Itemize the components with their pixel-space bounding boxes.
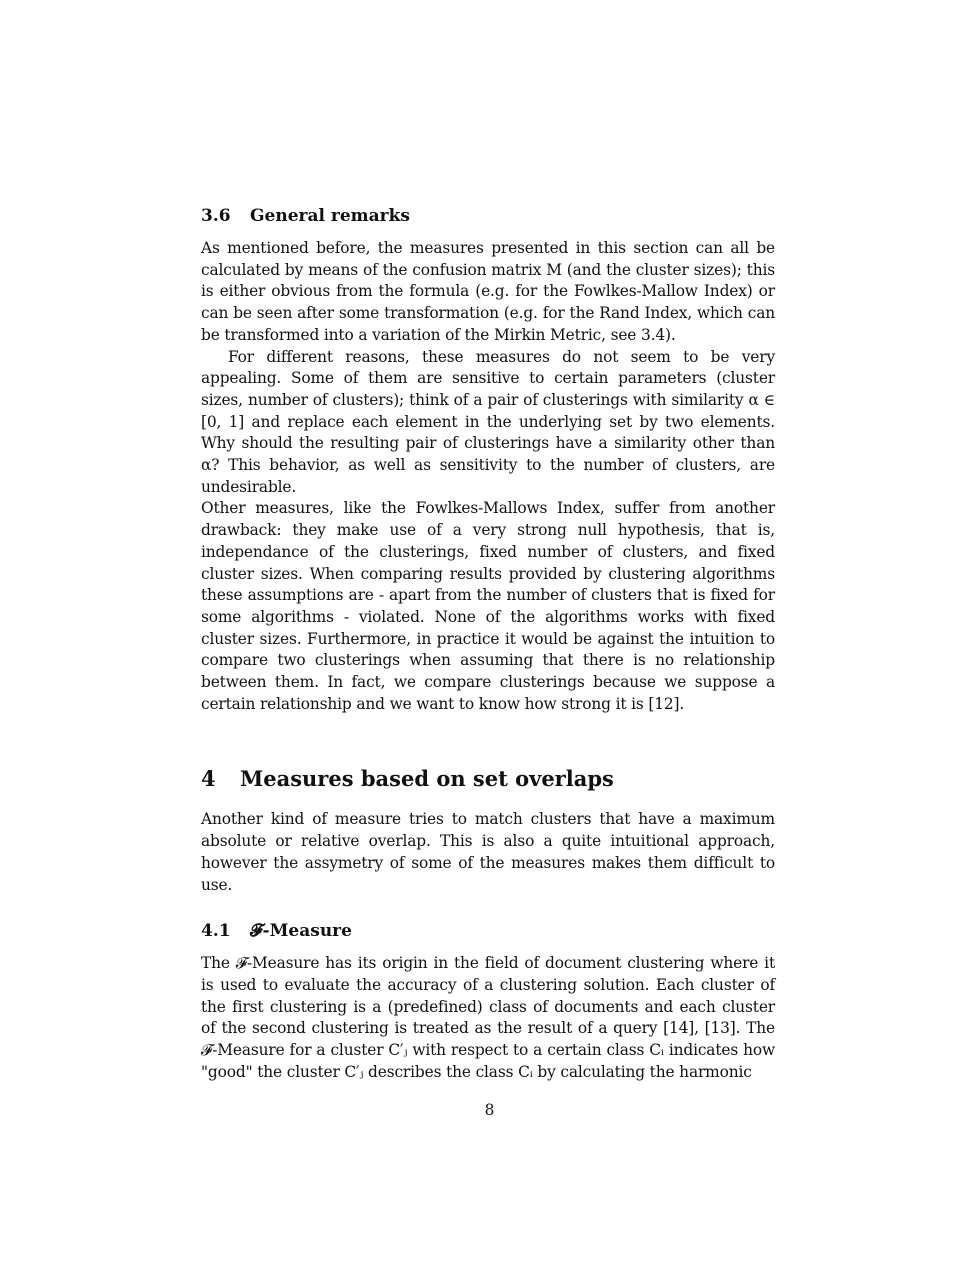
paragraph-3-6-1: As mentioned before, the measures presented in this section can all be calculated by means of the confusion matrix M (and the cluster sizes); this is either obvious from the formula (e.g. for the Fowlkes-Mallow Index) or can be seen after some transformation (e.g. for the Rand Index, which can be transformed into a variation of the Mirkin Metric, see 3.4).: [201, 239, 775, 344]
subsection-title: 𝓕-Measure: [250, 921, 352, 942]
section-number: 4: [201, 766, 216, 792]
subsection-number: 4.1: [201, 921, 231, 942]
paragraph-4-1-1: The 𝓕-Measure has its origin in the field of document clustering where it is used to evaluate the accuracy of a clustering solution. Each cluster of the first clustering is a (predefined) class of documents and each cluster of the second clustering is treated as the result of a query [14], [13]. The 𝓕-Measure for a cluster C′ⱼ with respect to a certain class Cᵢ indicates how "good" the cluster C′ⱼ describes the class Cᵢ by calculating the harmonic: [201, 954, 775, 1081]
subsection-heading-3-6: [201, 204, 775, 228]
paragraph-3-6-2: For different reasons, these measures do not seem to be very appealing. Some of them are sensitive to certain parameters (cluster sizes, number of clusters); think of a pair of clusterings with similarity α ∈ [0, 1] and replace each element in the underlying set by two elements. Why should the resulting pair of clusterings have a similarity other than α? This behavior, as well as sensitivity to the number of clusters, are undesirable.: [201, 347, 775, 496]
page-number: 8: [484, 1101, 495, 1119]
subsection-title: General remarks: [250, 206, 410, 226]
section-heading-4: [201, 764, 775, 794]
paragraph-4-1: Another kind of measure tries to match clusters that have a maximum absolute or relative overlap. This is also a quite intuitional approach, however the assymetry of some of the measures makes them difficult to use.: [201, 810, 775, 894]
subsection-number: 3.6: [201, 206, 231, 226]
paragraph-3-6-3: Other measures, like the Fowlkes-Mallows Index, suffer from another drawback: they make use of a very strong null hypothesis, that is, independance of the clusterings, fixed number of clusters, and fixed cluster sizes. When comparing results provided by clustering algorithms these assumptions are - apart from the number of clusters that is fixed for some algorithms - violated. None of the algorithms works with fixed cluster sizes. Furthermore, in practice it would be against the intuition to compare two clusterings when assuming that there is no relationship between them. In fact, we compare clusterings because we suppose a certain relationship and we want to know how strong it is [12].: [201, 499, 775, 713]
subsection-heading-4-1: [201, 919, 775, 943]
page-body: [201, 204, 775, 1084]
section-title: Measures based on set overlaps: [240, 766, 614, 792]
